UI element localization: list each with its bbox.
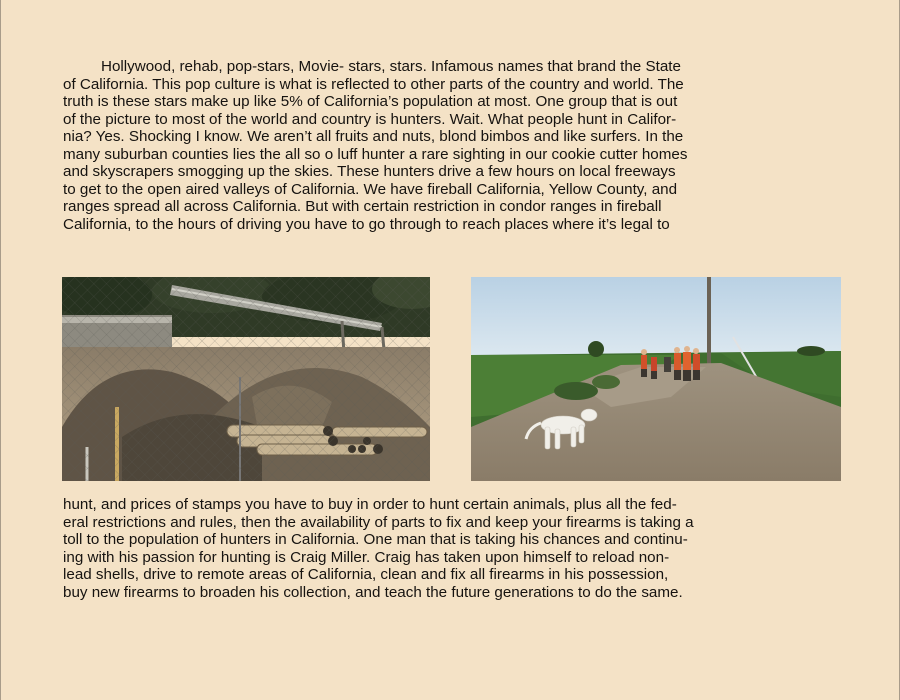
text-line: of the picture to most of the world and country is hunters. Wait. What people hunt in Califor- <box>63 110 677 128</box>
hunters-field-photo <box>471 277 841 481</box>
text-line: eral restrictions and rules, then the availability of parts to fix and keep your firearms is taking a <box>63 513 694 531</box>
text-line: nia? Yes. Shocking I know. We aren’t all fruits and nuts, blond bimbos and like surfers. In the <box>63 128 684 145</box>
text-line: toll to the population of hunters in California. One man that is taking his chances and continu- <box>63 531 688 548</box>
text-line: to get to the open aired valleys of California. We have fireball California, Yellow County, and <box>63 180 678 198</box>
text-line: of California. This pop culture is what is reflected to other parts of the country and world. The <box>63 75 684 93</box>
text-line: and skyscrapers smogging up the skies. These hunters drive a few hours on local freeways <box>63 163 676 180</box>
text-line: truth is these stars make up like 5% of California’s population at most. One group that is out <box>63 93 678 110</box>
text-line: hunt, and prices of stamps you have to buy in order to hunt certain animals, plus all the fed- <box>63 496 677 513</box>
text-line: many suburban counties lies the all so o luff hunter a rare sighting in our cookie cutter homes <box>63 145 688 163</box>
text-line: ing with his passion for hunting is Craig Miller. Craig has taken upon himself to reload non- <box>63 548 670 566</box>
text-line: buy new firearms to broaden his collection, and teach the future generations to do the same. <box>63 583 683 601</box>
text-line: California, to the hours of driving you have to go through to reach places where it’s legal to <box>63 215 670 233</box>
construction-site-photo <box>62 277 430 481</box>
text-line: lead shells, drive to remote areas of California, clean and fix all firearms in his possession, <box>63 566 669 583</box>
text-line: ranges spread all across California. But with certain restriction in condor ranges in fireball <box>63 198 662 215</box>
article-paragraph-bottom <box>63 496 694 601</box>
text-line: Hollywood, rehab, pop-stars, Movie- stars, stars. Infamous names that brand the State <box>101 58 681 75</box>
article-paragraph-top <box>63 58 687 233</box>
